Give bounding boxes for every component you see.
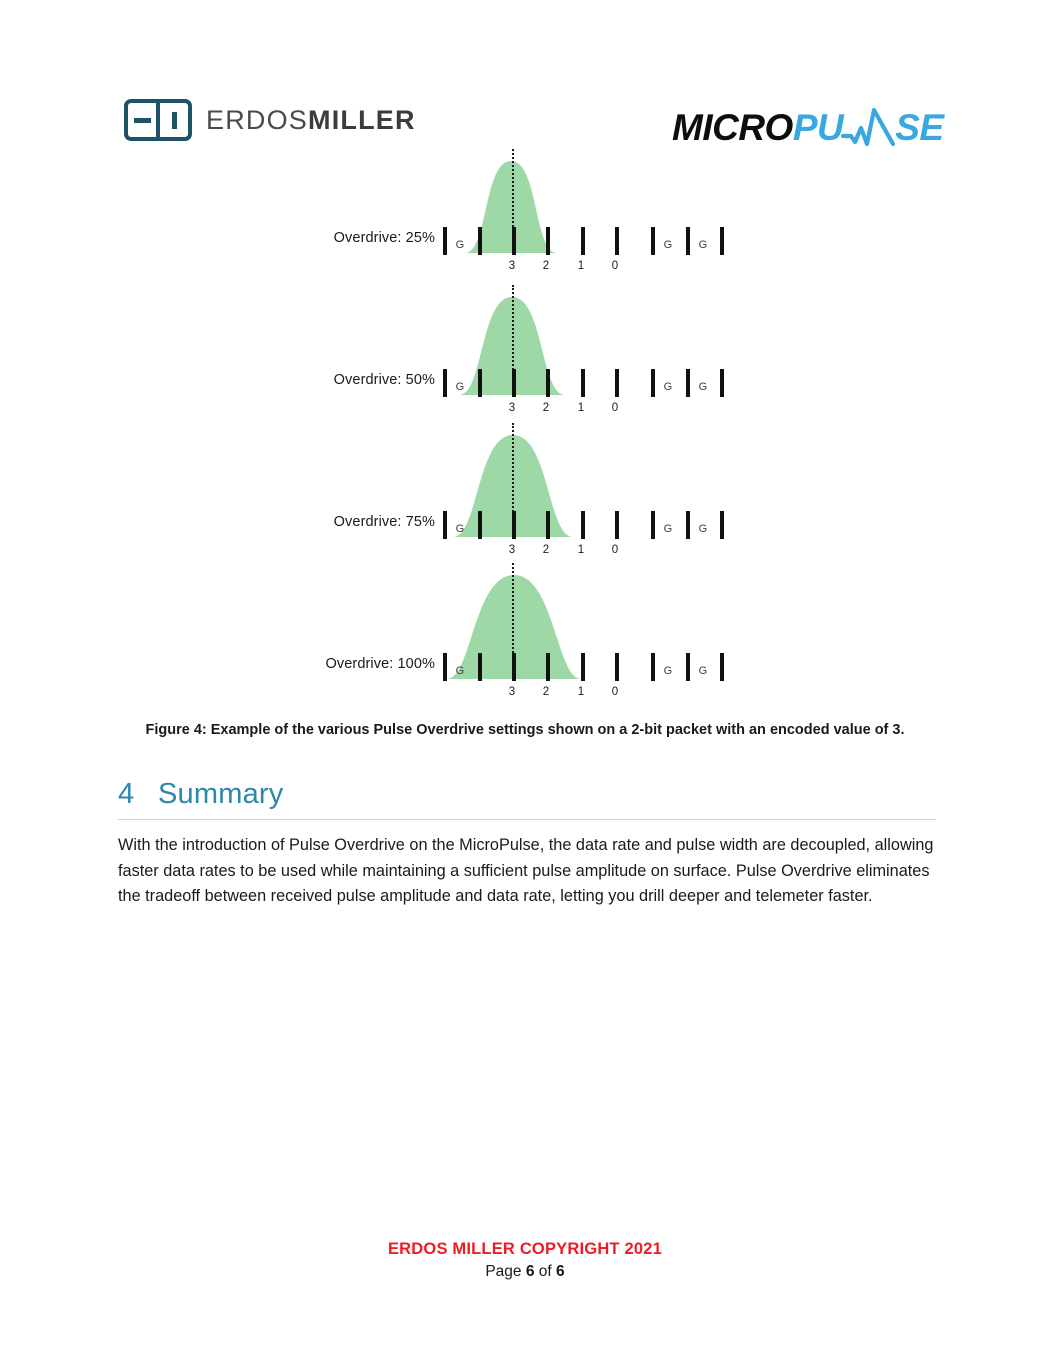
gap-label: G bbox=[455, 239, 465, 251]
copyright-notice: ERDOS MILLER COPYRIGHT 2021 bbox=[387, 1240, 663, 1258]
gap-label: G bbox=[455, 381, 465, 393]
overdrive-label: Overdrive: 75% bbox=[333, 514, 435, 530]
gap-label: G bbox=[698, 665, 708, 677]
overdrive-label: Overdrive: 50% bbox=[333, 372, 435, 388]
pu-word: PU bbox=[792, 107, 844, 148]
bit-tick bbox=[478, 227, 482, 255]
gap-label: G bbox=[698, 523, 708, 535]
pulse-row bbox=[0, 130, 1050, 272]
bit-index-label: 0 bbox=[611, 544, 619, 556]
bit-tick bbox=[581, 369, 585, 397]
bit-tick bbox=[478, 653, 482, 681]
bit-index-label: 0 bbox=[611, 402, 619, 414]
bit-tick bbox=[512, 653, 516, 681]
bit-tick bbox=[512, 369, 516, 397]
page-header bbox=[0, 44, 1050, 148]
page-total: 6 bbox=[556, 1263, 565, 1280]
bit-tick bbox=[651, 511, 655, 539]
gap-label: G bbox=[663, 381, 673, 393]
bit-index-label: 3 bbox=[508, 544, 516, 556]
bit-tick bbox=[443, 227, 447, 255]
bit-tick bbox=[443, 511, 447, 539]
bit-tick bbox=[546, 653, 550, 681]
page-prefix: Page bbox=[485, 1263, 526, 1280]
bit-index-label: 1 bbox=[577, 260, 585, 272]
gap-label: G bbox=[455, 665, 465, 677]
se-word: SE bbox=[895, 107, 944, 148]
section-heading bbox=[118, 778, 936, 820]
bit-tick bbox=[720, 227, 724, 255]
bit-tick bbox=[686, 511, 690, 539]
minus-glyph-icon bbox=[134, 118, 151, 123]
bit-tick bbox=[651, 227, 655, 255]
page-footer bbox=[0, 1240, 1050, 1281]
page-current: 6 bbox=[525, 1263, 535, 1280]
summary-section bbox=[118, 778, 936, 910]
bit-tick bbox=[686, 369, 690, 397]
bit-tick bbox=[478, 369, 482, 397]
page-middle: of bbox=[534, 1263, 557, 1280]
bit-tick bbox=[651, 369, 655, 397]
gap-label: G bbox=[663, 665, 673, 677]
bar-glyph-icon bbox=[172, 112, 177, 129]
bit-index-label: 3 bbox=[508, 686, 516, 698]
bit-index-label: 2 bbox=[542, 544, 550, 556]
gap-label: G bbox=[663, 239, 673, 251]
bit-tick bbox=[581, 511, 585, 539]
micro-word: MICRO bbox=[672, 107, 793, 148]
bit-index-label: 1 bbox=[577, 686, 585, 698]
bit-index-label: 3 bbox=[508, 402, 516, 414]
overdrive-label: Overdrive: 25% bbox=[333, 230, 435, 246]
bit-tick bbox=[546, 369, 550, 397]
pulse-plot bbox=[435, 556, 735, 698]
bit-index-label: 2 bbox=[542, 260, 550, 272]
bit-tick bbox=[615, 369, 619, 397]
miller-word: MILLER bbox=[308, 104, 416, 135]
bit-tick bbox=[686, 653, 690, 681]
bit-tick bbox=[720, 511, 724, 539]
bit-index-label: 2 bbox=[542, 686, 550, 698]
bit-index-label: 1 bbox=[577, 544, 585, 556]
bit-index-label: 3 bbox=[508, 260, 516, 272]
pulse-plot bbox=[435, 272, 735, 414]
bit-index-label: 1 bbox=[577, 402, 585, 414]
pulse-row bbox=[0, 272, 1050, 414]
bit-index-label: 2 bbox=[542, 402, 550, 414]
figure-caption: Figure 4: Example of the various Pulse Overdrive settings shown on a 2-bit packet with an encoded value of 3. bbox=[145, 722, 905, 738]
bit-tick bbox=[443, 653, 447, 681]
page-number bbox=[0, 1263, 1050, 1281]
bit-tick bbox=[512, 511, 516, 539]
gap-label: G bbox=[698, 239, 708, 251]
pulse-plot bbox=[435, 130, 735, 272]
bit-tick bbox=[720, 369, 724, 397]
page-title: Summary bbox=[158, 778, 284, 810]
bit-tick bbox=[546, 227, 550, 255]
pulse-row bbox=[0, 414, 1050, 556]
pulse-plot bbox=[435, 414, 735, 556]
overdrive-label: Overdrive: 100% bbox=[325, 656, 435, 672]
section-number: 4 bbox=[118, 778, 135, 810]
bit-tick bbox=[478, 511, 482, 539]
bit-index-label: 0 bbox=[611, 260, 619, 272]
gap-label: G bbox=[663, 523, 673, 535]
erdos-word: ERDOS bbox=[206, 104, 309, 135]
gap-label: G bbox=[455, 523, 465, 535]
pulse-row bbox=[0, 556, 1050, 698]
bit-tick bbox=[581, 227, 585, 255]
pulse-overdrive-figure bbox=[0, 130, 1050, 710]
bit-tick bbox=[443, 369, 447, 397]
bit-tick bbox=[512, 227, 516, 255]
bit-tick bbox=[720, 653, 724, 681]
bit-tick bbox=[651, 653, 655, 681]
bit-tick bbox=[581, 653, 585, 681]
bit-tick bbox=[546, 511, 550, 539]
bit-tick bbox=[615, 511, 619, 539]
bit-tick bbox=[615, 227, 619, 255]
bit-tick bbox=[615, 653, 619, 681]
bit-index-label: 0 bbox=[611, 686, 619, 698]
summary-paragraph: With the introduction of Pulse Overdrive on the MicroPulse, the data rate and pulse width are decoupled, allowing faster data rates to be used while maintaining a sufficient pulse amplitude on surface. Pulse Overdrive eliminates the tradeoff between received pulse amplitude and data rate, letting you drill deeper and telemeter faster. bbox=[118, 836, 934, 905]
gap-label: G bbox=[698, 381, 708, 393]
bit-tick bbox=[686, 227, 690, 255]
